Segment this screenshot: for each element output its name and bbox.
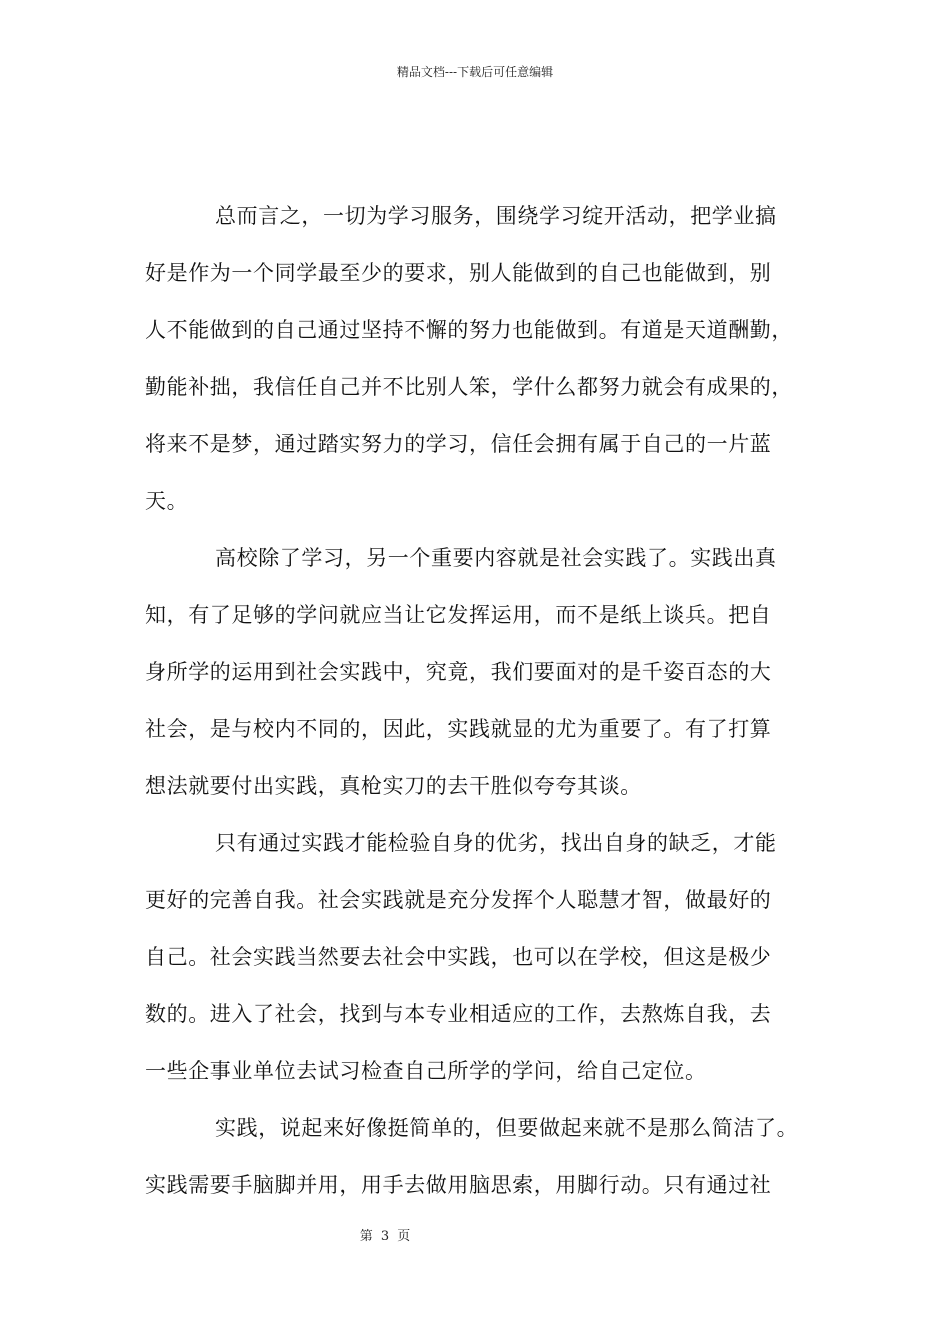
text-line: 实践，说起来好像挺简单的，但要做起来就不是那么简洁了。: [215, 1116, 799, 1140]
text-line: 好是作为一个同学最至少的要求，别人能做到的自己也能做到，别: [145, 261, 772, 285]
text-line: 实践需要手脑脚并用，用手去做用脑思索，用脚行动。只有通过社: [145, 1173, 772, 1197]
text-line: 自己。社会实践当然要去社会中实践，也可以在学校，但这是极少: [145, 945, 772, 969]
text-line: 更好的完善自我。社会实践就是充分发挥个人聪慧才智，做最好的: [145, 888, 772, 912]
page-label-suffix: 页: [397, 1229, 411, 1244]
paragraph: [145, 530, 825, 815]
text-line: 人不能做到的自己通过坚持不懈的努力也能做到。有道是天道酬勤，: [145, 318, 793, 342]
paragraph: [145, 815, 825, 1100]
text-line: 数的。进入了社会，找到与本专业相适应的工作，去熬炼自我，去: [145, 1002, 772, 1026]
text-line: 知，有了足够的学问就应当让它发挥运用，而不是纸上谈兵。把自: [145, 603, 772, 627]
text-line: 社会，是与校内不同的，因此，实践就显的尤为重要了。有了打算: [145, 717, 772, 741]
paragraph: [145, 1100, 825, 1214]
page-header: 精品文档---下载后可任意编辑: [396, 65, 554, 79]
text-line: 一些企事业单位去试习检查自己所学的学问，给自己定位。: [145, 1059, 707, 1083]
paragraph: [145, 188, 825, 530]
text-line: 身所学的运用到社会实践中，究竟，我们要面对的是千姿百态的大: [145, 660, 772, 684]
text-line: 勤能补拙，我信任自己并不比别人笨，学什么都努力就会有成果的，: [145, 375, 793, 399]
text-line: 天。: [145, 489, 189, 513]
page-number-footer: [0, 1228, 770, 1246]
text-line: 总而言之，一切为学习服务，围绕学习绽开活动，把学业搞: [215, 204, 777, 228]
text-line: 只有通过实践才能检验自身的优劣，找出自身的缺乏，才能: [215, 831, 777, 855]
page-number: 3: [380, 1229, 390, 1244]
page-label-prefix: 第: [359, 1229, 373, 1244]
text-line: 想法就要付出实践，真枪实刀的去干胜似夸夸其谈。: [145, 774, 642, 798]
text-line: 高校除了学习，另一个重要内容就是社会实践了。实践出真: [215, 546, 777, 570]
text-line: 将来不是梦，通过踏实努力的学习，信任会拥有属于自己的一片蓝: [145, 432, 772, 456]
document-body: [145, 188, 825, 1214]
